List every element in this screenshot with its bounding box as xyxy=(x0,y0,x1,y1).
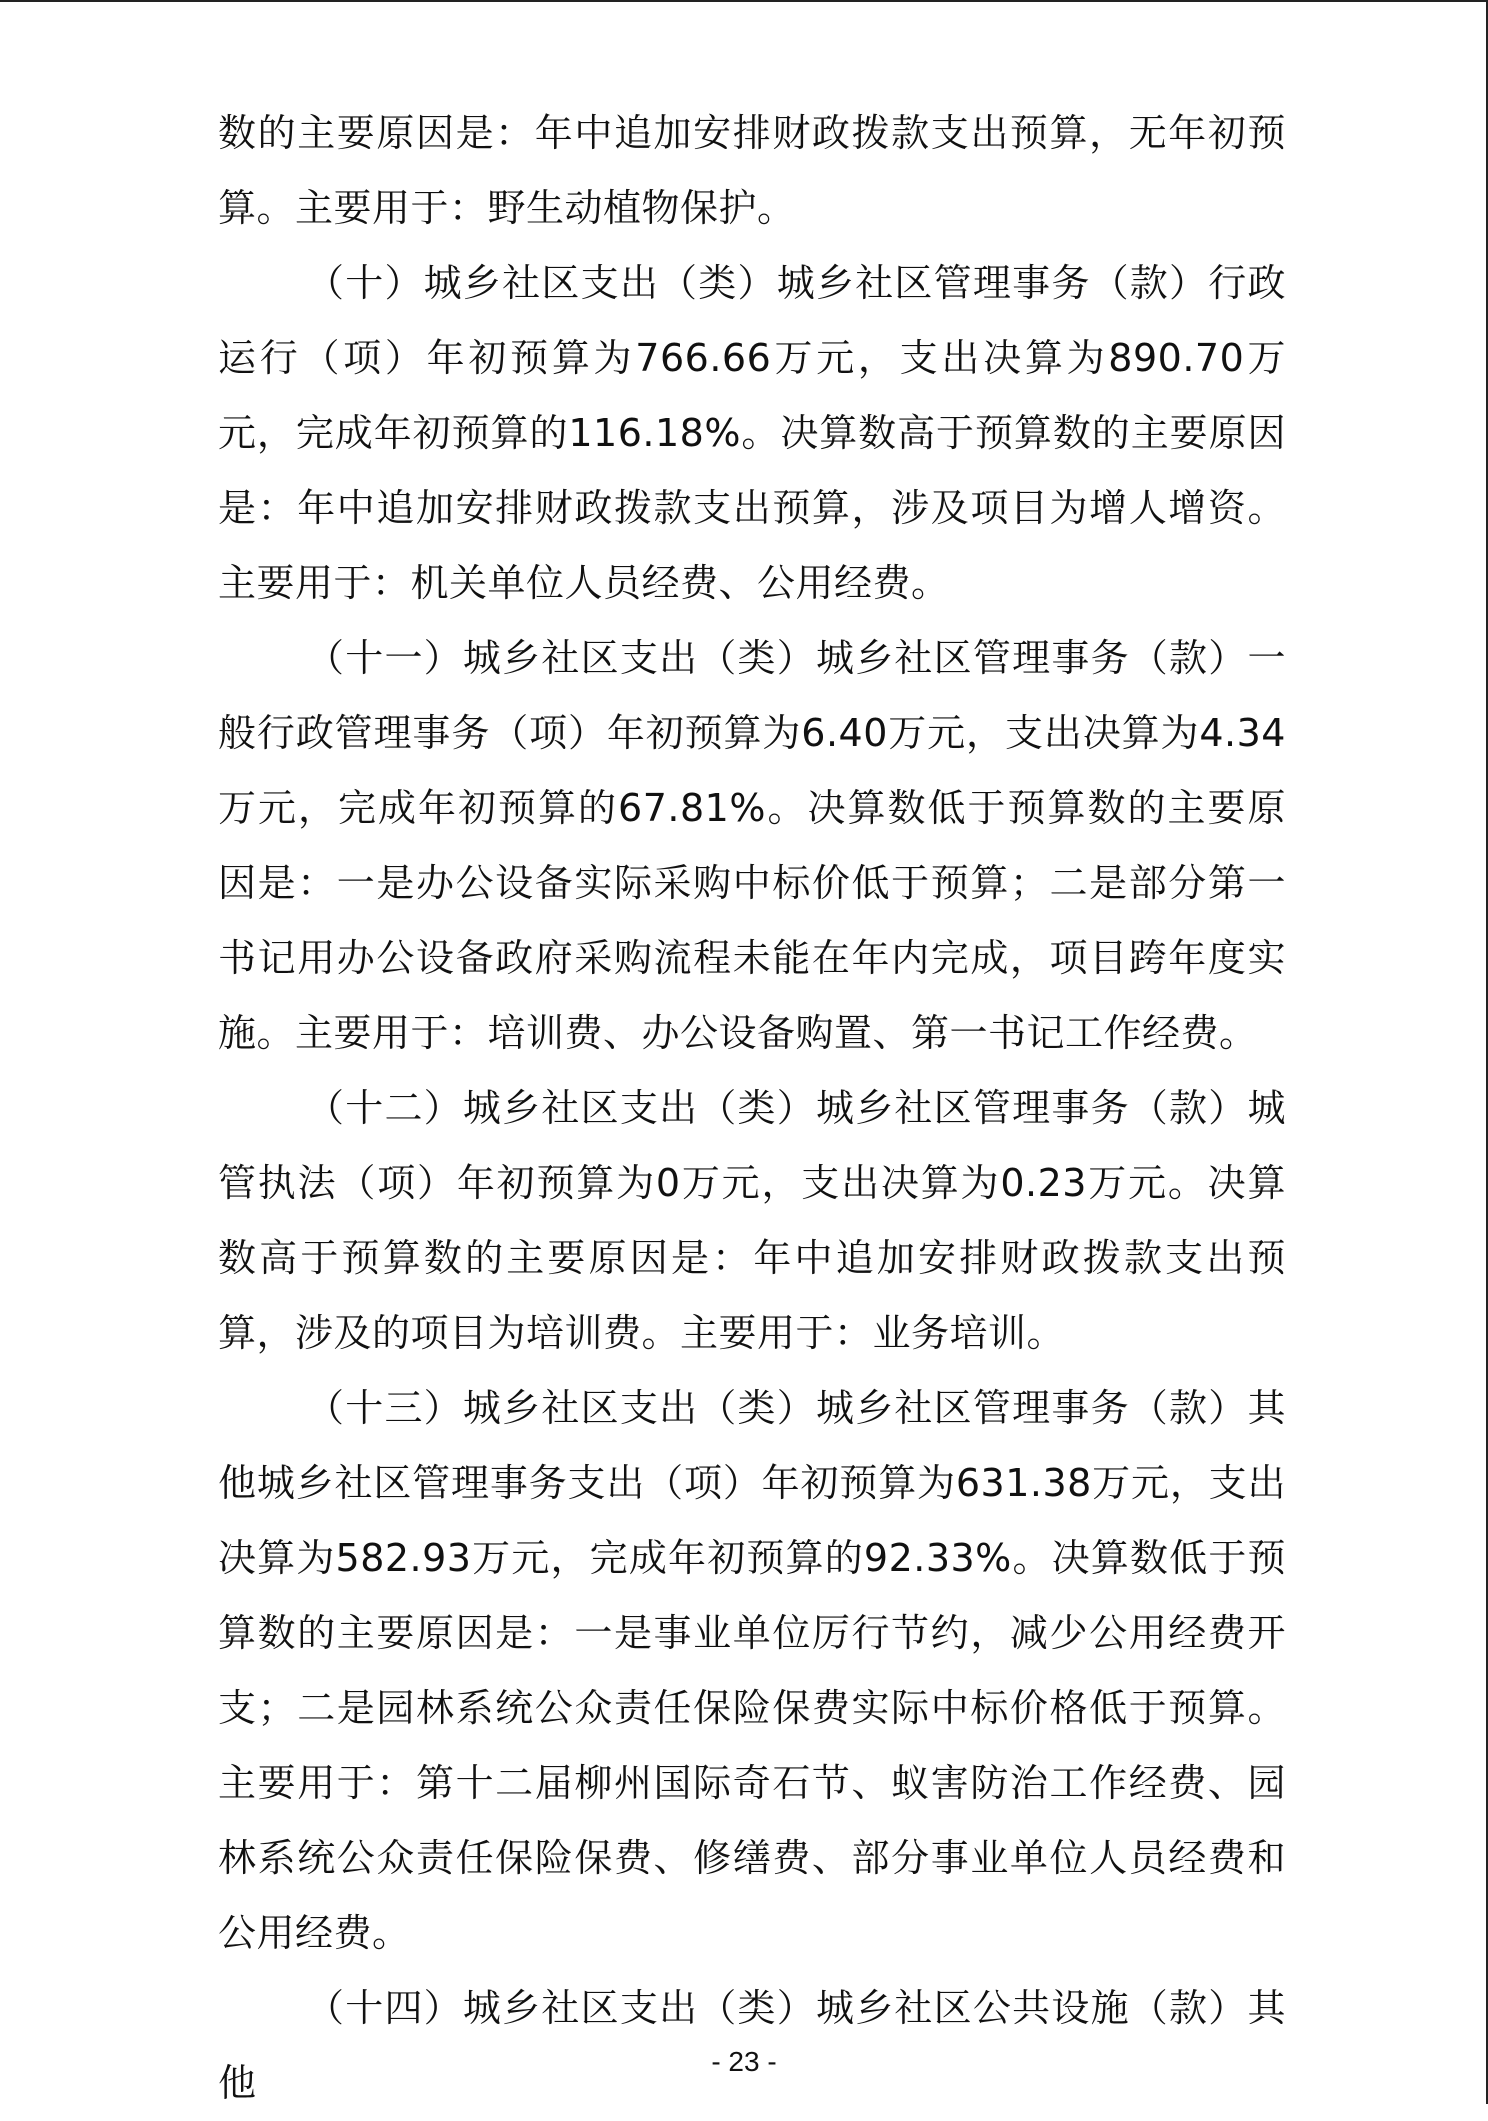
paragraph-item-12: （十二）城乡社区支出（类）城乡社区管理事务（款）城管执法（项）年初预算为0万元，支出决算为0.23万元。决算数高于预算数的主要原因是：年中追加安排财政拨款支出预算，涉及的项目为培训费。主要用于：业务培训。 xyxy=(218,1086,1286,1355)
page-number: - 23 - xyxy=(711,2046,777,2077)
top-border-line xyxy=(0,0,1488,2)
paragraph-item-10: （十）城乡社区支出（类）城乡社区管理事务（款）行政运行（项）年初预算为766.66万元，支出决算为890.70万元，完成年初预算的116.18%。决算数高于预算数的主要原因是：年中追加安排财政拨款支出预算，涉及项目为增人增资。主要用于：机关单位人员经费、公用经费。 xyxy=(218,261,1286,605)
paragraph-item-14: （十四）城乡社区支出（类）城乡社区公共设施（款）其他 xyxy=(218,1986,1286,2105)
document-body xyxy=(218,96,1286,2121)
paragraph-continuation: 数的主要原因是：年中追加安排财政拨款支出预算，无年初预算。主要用于：野生动植物保护。 xyxy=(218,111,1286,230)
paragraph-item-11: （十一）城乡社区支出（类）城乡社区管理事务（款）一般行政管理事务（项）年初预算为6.40万元，支出决算为4.34万元，完成年初预算的67.81%。决算数低于预算数的主要原因是：一是办公设备实际采购中标价低于预算；二是部分第一书记用办公设备政府采购流程未能在年内完成，项目跨年度实施。主要用于：培训费、办公设备购置、第一书记工作经费。 xyxy=(218,636,1286,1055)
paragraph-item-13: （十三）城乡社区支出（类）城乡社区管理事务（款）其他城乡社区管理事务支出（项）年初预算为631.38万元，支出决算为582.93万元，完成年初预算的92.33%。决算数低于预算数的主要原因是：一是事业单位厉行节约，减少公用经费开支；二是园林系统公众责任保险保费实际中标价格低于预算。主要用于：第十二届柳州国际奇石节、蚁害防治工作经费、园林系统公众责任保险保费、修缮费、部分事业单位人员经费和公用经费。 xyxy=(218,1386,1286,1955)
